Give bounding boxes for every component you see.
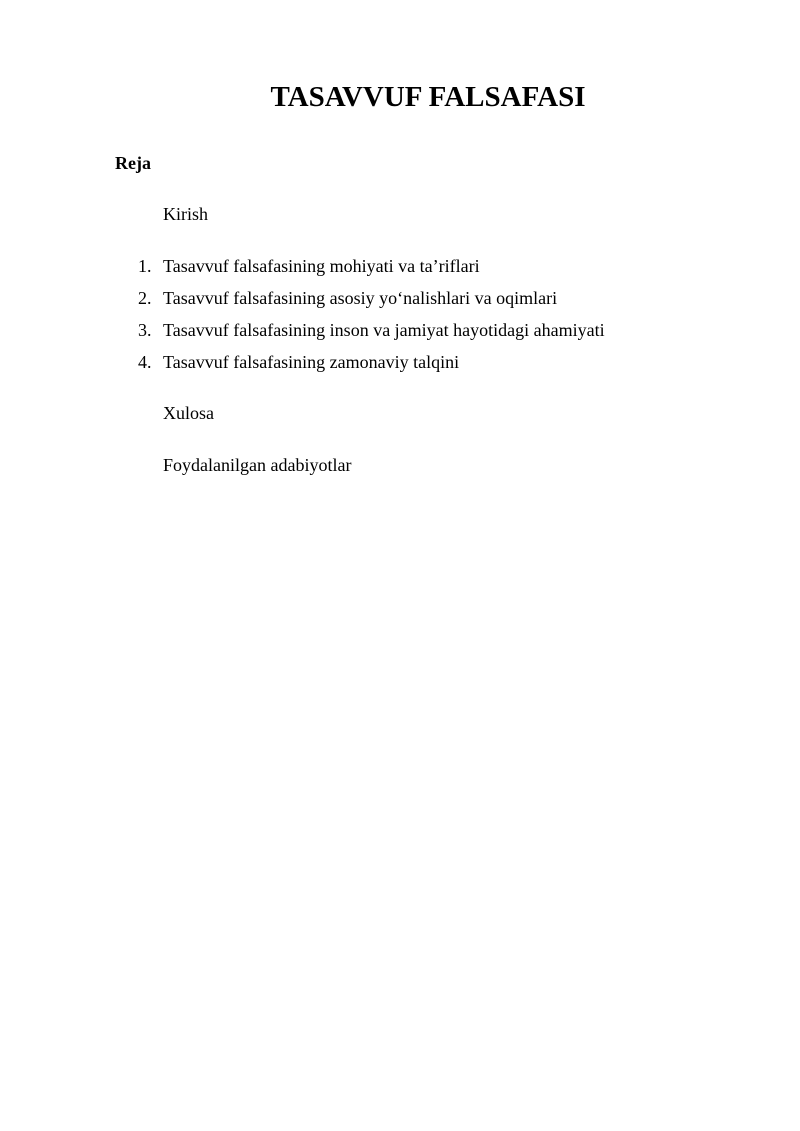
list-item-text: Tasavvuf falsafasining zamonaviy talqini (163, 352, 460, 372)
list-item-number: 4. (138, 352, 152, 372)
plan-conclusion: Xulosa (163, 403, 214, 423)
list-item-number: 2. (138, 288, 152, 308)
plan-intro: Kirish (163, 204, 208, 224)
list-item-number: 1. (138, 256, 152, 276)
list-item-text: Tasavvuf falsafasining asosiy yo‘nalishlari va oqimlari (163, 288, 558, 308)
plan-references: Foydalanilgan adabiyotlar (163, 455, 352, 475)
list-item-number: 3. (138, 320, 152, 340)
document-title: TASAVVUF FALSAFASI (270, 81, 586, 113)
list-item-text: Tasavvuf falsafasining inson va jamiyat hayotidagi ahamiyati (163, 320, 605, 340)
list-item-text: Tasavvuf falsafasining mohiyati va ta’riflari (163, 256, 480, 276)
plan-heading: Reja (115, 153, 151, 173)
